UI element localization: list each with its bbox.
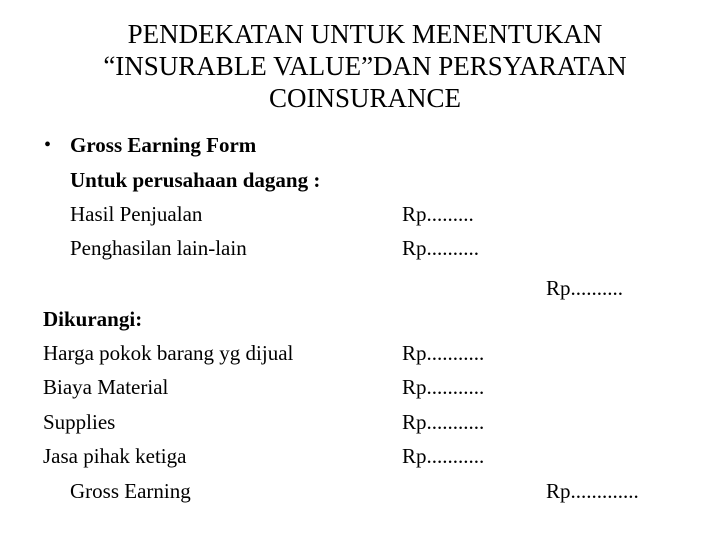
title-line-3: COINSURANCE (268, 83, 462, 113)
item-label: Jasa pihak ketiga (43, 444, 187, 468)
item-label: Biaya Material (43, 375, 169, 399)
item-value: Rp........... (402, 375, 485, 399)
item-label: Harga pokok barang yg dijual (43, 341, 294, 365)
section1-heading: Gross Earning Form (70, 133, 257, 157)
item-value: Rp........... (402, 410, 485, 434)
item-value: Rp........... (402, 341, 485, 365)
bullet-icon: • (44, 134, 52, 156)
item-value: Rp.......... (402, 236, 480, 260)
slide-title (20, 18, 710, 114)
subtotal-value: Rp.......... (546, 276, 624, 300)
item-label: Hasil Penjualan (70, 202, 203, 226)
title-line-2: “INSURABLE VALUE”DAN PERSYARATAN (103, 51, 627, 81)
total-label: Gross Earning (70, 479, 191, 503)
item-value: Rp........... (402, 444, 485, 468)
item-label: Supplies (43, 410, 116, 434)
item-value: Rp......... (402, 202, 474, 226)
section1-subheading: Untuk perusahaan dagang : (70, 168, 321, 192)
section2-heading: Dikurangi: (43, 307, 143, 331)
item-label: Penghasilan lain-lain (70, 236, 247, 260)
total-value: Rp............. (546, 479, 639, 503)
title-line-1: PENDEKATAN UNTUK MENENTUKAN (127, 19, 603, 49)
